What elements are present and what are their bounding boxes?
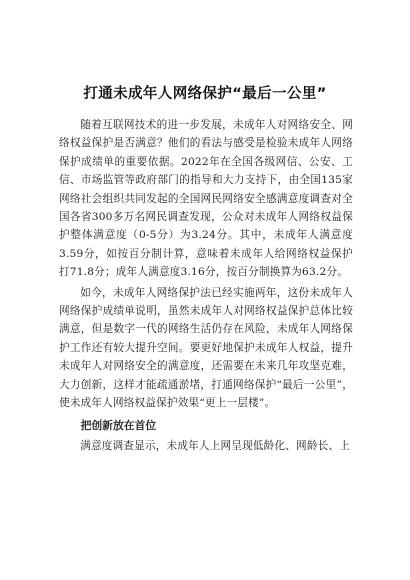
document-title: 打通未成年人网络保护“最后一公里”: [83, 86, 327, 102]
document-body: [59, 116, 353, 455]
paragraph-1: 随着互联网技术的进一步发展，未成年人对网络安全、网络权益保护是否满意？他们的看法与感受是检验未成年人网络保护成绩单的重要依据。2022年在全国各级网信、公安、工信、市场监管等政府部门的指导和大力支持下，由全国135家网络社会组织共同发起的全国网民网络安全感满意度调查对全国各省300多万名网民调查发现，公众对未成年人网络权益保护整体满意度（0-5分）为3.24分。其中，未成年人满意度3.59分，如按百分制计算，意味着未成年人给网络权益保护打71.8分；成年人满意度3.16分，按百分制换算为63.2分。: [59, 119, 353, 279]
section-heading: 把创新放在首位: [80, 418, 157, 432]
paragraph-2: 如今，未成年人网络保护法已经实施两年，这份未成年人网络保护成绩单说明，虽然未成年人对网络权益保护总体比较满意，但是数字一代的网络生活仍存在风险，未成年人网络保护工作还有较大提升空间。要更好地保护未成年人权益，提升未成年人对网络安全的满意度，还需要在未来几年攻坚克难，大力创新，这样才能疏通淤堵，打通网络保护“最后一公里”，使未成年人网络权益保护效果“更上一层楼”。: [59, 286, 353, 410]
paragraph-3: 满意度调查显示，未成年人上网呈现低龄化、网龄长、上: [80, 439, 351, 452]
